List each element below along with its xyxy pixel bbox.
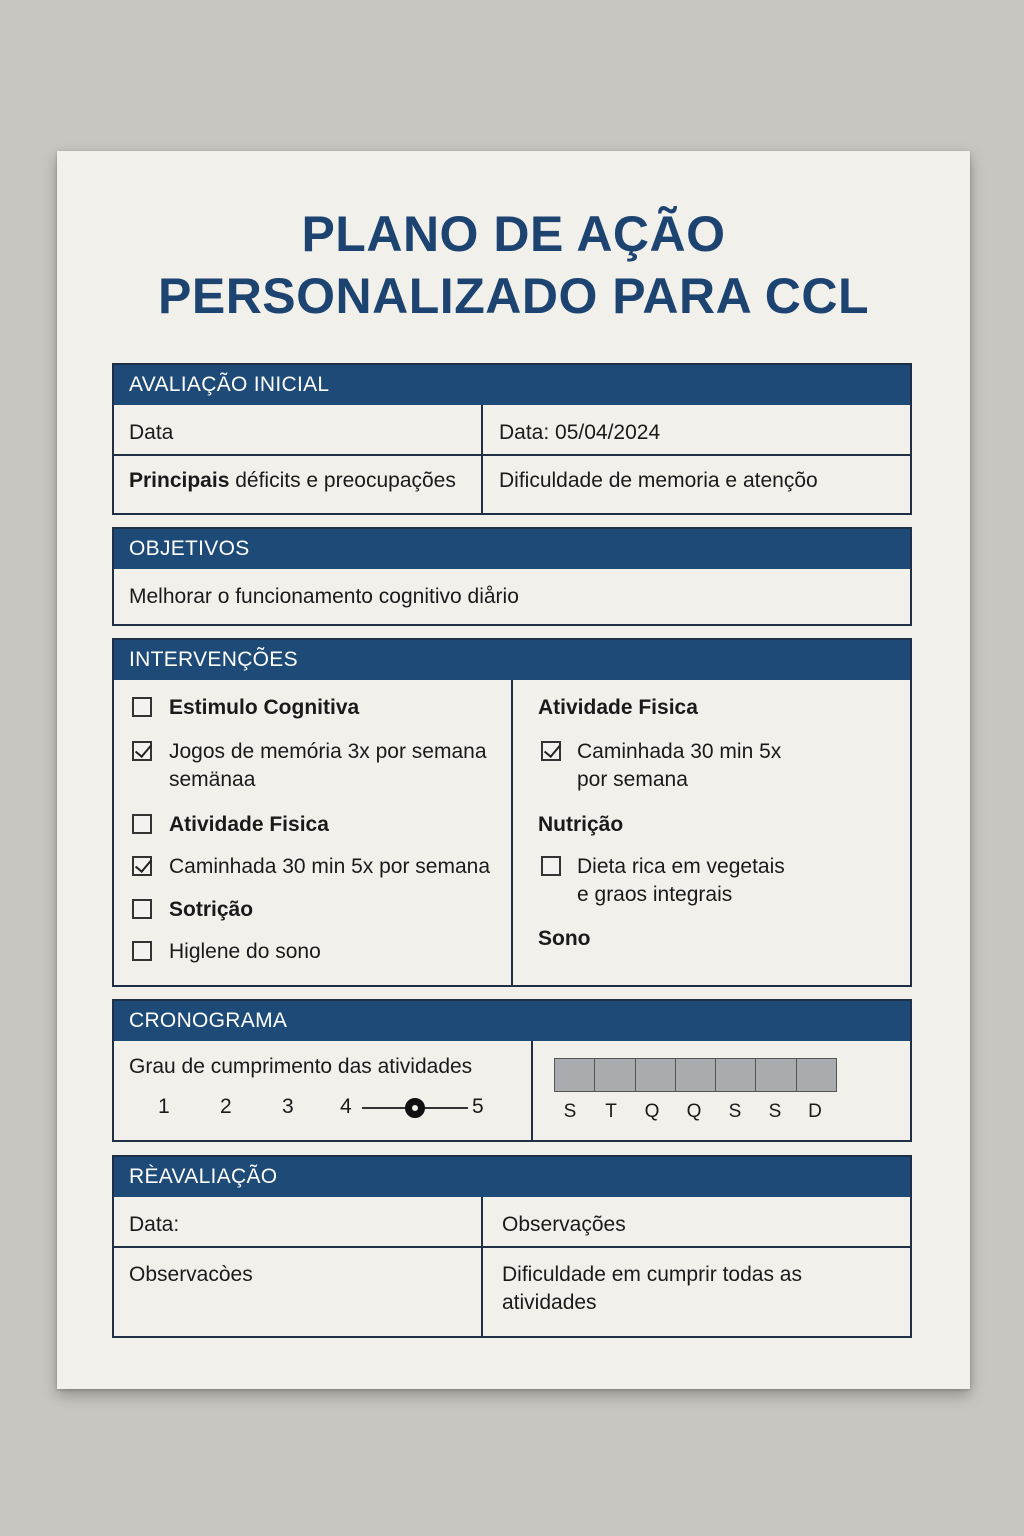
scale-4[interactable]: 4 [340,1095,352,1118]
day-box-5[interactable] [716,1059,756,1091]
deficits-label [129,467,456,495]
reassessment-observations-left: Observacòes [129,1263,253,1286]
deficits-value: Dificuldade de memoria e atençõo [499,469,818,492]
checkbox-right-walking[interactable] [541,741,561,761]
deficits-label-bold: Principais [129,469,230,492]
day-box-2[interactable] [595,1059,635,1091]
checkbox-sleep-hygiene[interactable] [132,941,152,961]
day-label-6: S [768,1101,782,1122]
row-divider [114,454,910,456]
compliance-label: Grau de cumprimento das atividades [129,1055,473,1078]
scale-slider-knob[interactable] [405,1098,425,1118]
section-initial-assessment [112,363,912,515]
page-title [57,203,970,327]
deficits-label-rest: déficits e preocupações [229,469,456,492]
checkbox-nutrition[interactable] [132,899,152,919]
date-label: Data [129,421,174,444]
item-memory-games: Jogos de memória 3x por semana [169,740,487,763]
weekday-grid [554,1058,837,1092]
checkbox-memory-games[interactable] [132,741,152,761]
objective-text: Melhorar o funcionamento cognitivo diårio [129,585,519,608]
right-item-diet-line1: Dieta rica em vegetais [577,855,785,878]
knob-center-dot [412,1105,418,1111]
item-memory-games-line2: semänaa [169,768,256,791]
scale-5[interactable]: 5 [472,1095,484,1118]
action-plan-sheet [57,151,970,1389]
right-heading-nutrition: Nutrição [538,813,624,836]
day-label-2: T [605,1101,617,1122]
day-label-5: S [728,1101,742,1122]
section-header: AVALIAÇÃO INICIAL [114,365,910,405]
right-heading-physical-activity: Atividade Fisica [538,696,698,719]
item-nutrition: Sotrição [169,898,254,921]
item-cognitive-stimulus: Estimulo Cognitiva [169,696,360,719]
right-heading-sleep: Sono [538,927,591,950]
scale-3[interactable]: 3 [282,1095,294,1118]
reassessment-observations-label: Observações [502,1213,626,1236]
item-walking: Caminhada 30 min 5x por semana [169,855,491,878]
checkbox-right-diet[interactable] [541,856,561,876]
day-box-4[interactable] [676,1059,716,1091]
reassessment-date-label: Data: [129,1213,180,1236]
day-label-3: Q [644,1101,660,1122]
row-divider [114,1246,910,1248]
column-divider [531,1041,533,1140]
column-divider [481,1197,483,1336]
section-objectives [112,527,912,626]
section-header: CRONOGRAMA [114,1001,910,1041]
scale-1[interactable]: 1 [158,1095,170,1118]
item-physical-activity: Atividade Fisica [169,813,329,836]
item-sleep-hygiene: Higlene do sono [169,940,321,963]
scale-2[interactable]: 2 [220,1095,232,1118]
section-interventions [112,638,912,987]
day-box-1[interactable] [555,1059,595,1091]
checkbox-physical-activity[interactable] [132,814,152,834]
section-header: RÈAVALIAÇÃO [114,1157,910,1197]
section-header: OBJETIVOS [114,529,910,569]
date-value: Data: 05/04/2024 [499,421,661,444]
day-label-1: S [563,1101,577,1122]
reassessment-observations-value-line1: Dificuldade em cumprir todas as [502,1263,802,1286]
column-divider [511,680,513,985]
right-item-walking-line1: Caminhada 30 min 5x [577,740,782,763]
right-item-walking-line2: por semana [577,768,688,791]
day-box-7[interactable] [797,1059,836,1091]
title-line-2: PERSONALIZADO PARA CCL [158,268,869,324]
day-label-4: Q [686,1101,702,1122]
checkbox-cognitive-stimulus[interactable] [132,697,152,717]
reassessment-observations-value-line2: atividades [502,1291,597,1314]
right-item-diet-line2: e graos integrais [577,883,733,906]
section-header: INTERVENÇÕES [114,640,910,680]
day-box-3[interactable] [636,1059,676,1091]
title-line-1: PLANO DE AÇÃO [301,206,726,262]
column-divider [481,405,483,513]
day-label-7: D [808,1101,822,1122]
section-reassessment [112,1155,912,1338]
checkbox-walking[interactable] [132,856,152,876]
day-box-6[interactable] [756,1059,796,1091]
